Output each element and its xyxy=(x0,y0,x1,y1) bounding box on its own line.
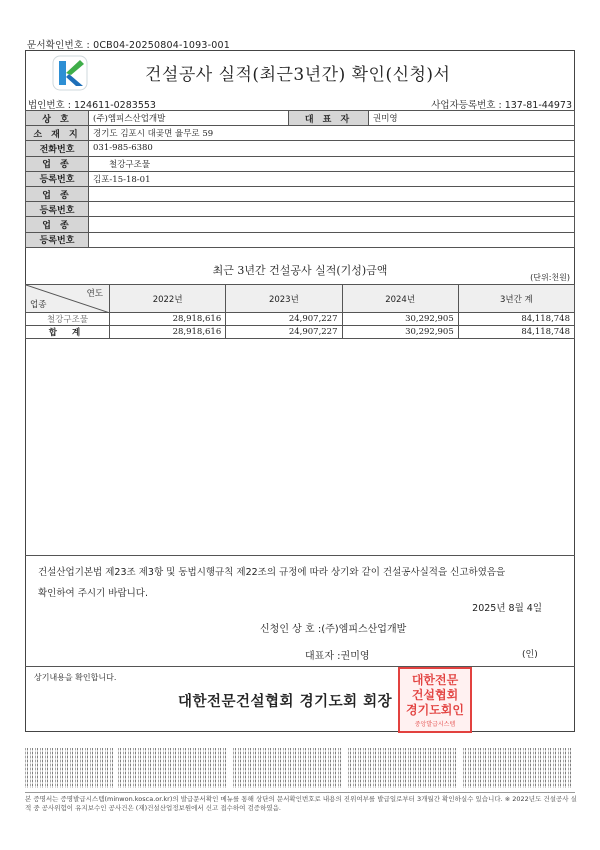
company-label: 상 호 xyxy=(26,111,89,126)
reg-label: 등록번호 xyxy=(26,171,89,186)
total-sum: 84,118,748 xyxy=(458,326,574,339)
footer-divider xyxy=(25,792,575,793)
stamp-line-1: 대한전문 xyxy=(411,673,459,687)
reg2-label: 등록번호 xyxy=(26,202,89,217)
phone-value: 031-985-6380 xyxy=(89,141,575,156)
ceo-value: 권미영 xyxy=(369,111,575,126)
official-seal-stamp xyxy=(398,667,472,733)
footer-note: 본 증명서는 증명발급시스템(minwon.kosca.or.kr)의 발급문서확인 메뉴를 통해 상단의 문서확인번호로 내용의 진위여부를 발급일로부터 3개월간 확인하실수 있습니다. ※ 2022년도 건설공사 실적 중 공사위험이 유지보수인 공사건은 (재)건설산업정보원에서 신고 접수하여 검증하였음. xyxy=(25,795,577,812)
total-row xyxy=(26,326,575,339)
corp-number: 법인번호 : 124611-0283553 xyxy=(28,100,156,111)
seal-mark: (인) xyxy=(522,650,538,660)
industry2-value xyxy=(89,186,575,201)
business-number: 사업자등록번호 : 137-81-44973 xyxy=(431,100,572,111)
performance-subtitle: 최근 3년간 건설공사 실적(기성)금액 xyxy=(212,264,388,277)
applicant-representative: 대표자 :권미영 xyxy=(305,651,370,662)
confirm-text: 상기내용을 확인합니다. xyxy=(34,673,117,682)
reg3-value xyxy=(89,232,575,247)
stamp-line-2: 건설협회 xyxy=(411,688,459,702)
document-number: 문서확인번호 : 0CB04-20250804-1093-001 xyxy=(27,40,230,51)
barcode-5 xyxy=(463,748,573,788)
header-2024: 2024년 xyxy=(342,285,458,313)
industry-label: 업 종 xyxy=(26,156,89,171)
barcode-1 xyxy=(25,748,113,788)
header-2023: 2023년 xyxy=(226,285,342,313)
industry3-value xyxy=(89,217,575,232)
total-2023: 24,907,227 xyxy=(226,326,342,339)
barcode-4 xyxy=(348,748,458,788)
total-2024: 30,292,905 xyxy=(342,326,458,339)
address-label: 소 재 지 xyxy=(26,126,89,141)
reg2-value xyxy=(89,202,575,217)
declaration-line-2: 확인하여 주시기 바랍니다. xyxy=(38,588,149,599)
company-info-table xyxy=(25,110,575,248)
industry2-label: 업 종 xyxy=(26,186,89,201)
row-category: 철강구조물 xyxy=(26,313,110,326)
row-value-2024: 30,292,905 xyxy=(342,313,458,326)
total-2022: 28,918,616 xyxy=(110,326,226,339)
stamp-line-3: 경기도회인 xyxy=(406,703,464,717)
header-total: 3년간 계 xyxy=(458,285,574,313)
total-label: 합 계 xyxy=(26,326,110,339)
row-value-2022: 28,918,616 xyxy=(110,313,226,326)
declaration-line-1: 건설산업기본법 제23조 제3항 및 동법시행규칙 제22조의 규정에 따라 상기와 같이 건설공사실적을 신고하였음을 xyxy=(38,567,506,578)
row-value-total: 84,118,748 xyxy=(458,313,574,326)
company-value: (주)엠피스산업개발 xyxy=(89,111,289,126)
unit-note: (단위:천원) xyxy=(530,273,570,282)
corner-year-label: 연도 xyxy=(86,289,103,299)
table-row xyxy=(26,313,575,326)
reg3-label: 등록번호 xyxy=(26,232,89,247)
address-value: 경기도 김포시 대곶면 율무로 59 xyxy=(89,126,575,141)
stamp-footer: 중앙발급시스템 xyxy=(414,721,456,728)
industry-value: 철강구조물 xyxy=(89,156,575,171)
ceo-label: 대 표 자 xyxy=(289,111,369,126)
corner-industry-label: 업종 xyxy=(30,300,47,310)
barcode-2 xyxy=(118,748,228,788)
section-divider xyxy=(25,555,575,556)
declaration-text xyxy=(38,562,558,604)
confirm-divider xyxy=(25,666,575,667)
industry3-label: 업 종 xyxy=(26,217,89,232)
applicant-company: 신청인 상 호 :(주)엠피스산업개발 xyxy=(260,624,407,635)
kosca-logo-icon xyxy=(52,55,88,91)
row-value-2023: 24,907,227 xyxy=(226,313,342,326)
performance-table xyxy=(25,284,575,339)
page-title: 건설공사 실적(최근3년간) 확인(신청)서 xyxy=(145,65,451,85)
phone-label: 전화번호 xyxy=(26,141,89,156)
barcode-3 xyxy=(233,748,343,788)
corner-cell xyxy=(26,285,110,313)
header-2022: 2022년 xyxy=(110,285,226,313)
reg-value: 김포-15-18-01 xyxy=(89,171,575,186)
association-name: 대한전문건설협회 경기도회 회장 xyxy=(178,693,393,710)
application-date: 2025년 8월 4일 xyxy=(472,603,542,614)
